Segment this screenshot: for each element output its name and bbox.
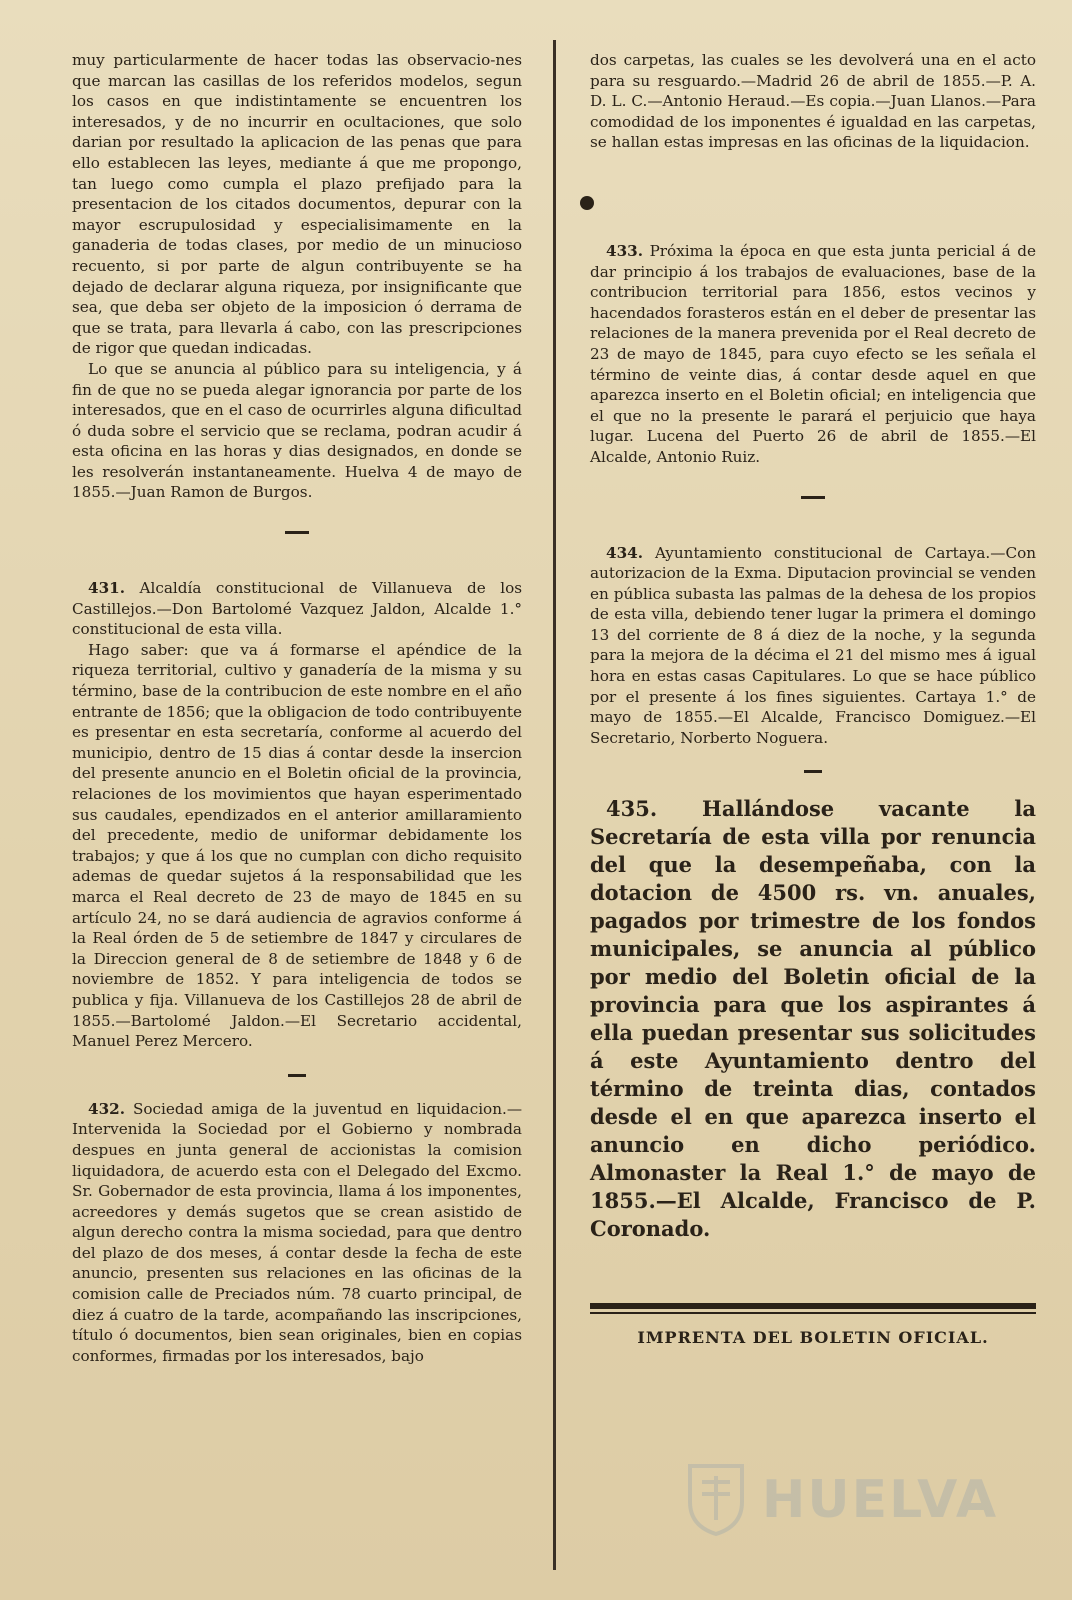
printer-imprint: IMPRENTA DEL BOLETIN OFICIAL. bbox=[637, 1328, 989, 1348]
announcement-432-continued-text: dos carpetas, las cuales se les devolverá una en el acto para su resguardo.—Madrid 26 de abril de 1855.—P. A. D. L. C.—Antonio Heraud.—Es copia.—Juan Llanos.—Para comodidad de los imponentes é igualdad en las carpetas, se hallan estas impresas en las oficinas de la liquidacion. bbox=[590, 51, 1036, 152]
announcement-435-number: 435. bbox=[606, 796, 658, 822]
section-divider bbox=[804, 770, 822, 773]
right-column bbox=[590, 50, 1036, 1347]
announcement-434-number: 434. bbox=[606, 543, 643, 562]
announcement-431-body: Hago saber: que va á formarse el apéndice de la riqueza territorial, cultivo y ganadería de la misma y su término, base de la contribucion de este nombre en el año entrante de 1856; que la obligacion de todo contribuyente es presentar en esta secretaría, conforme al acuerdo del municipio, dentro de 15 dias á contar desde la insercion del presente anuncio en el Boletin oficial de la provincia, relaciones de los movimientos que hayan esperimentado sus caudales, ependizados en el anterior amillaramiento del precedente, medio de uniformar debidamente los trabajos; y que á los que no cumplan con dicho requisito ademas de quedar sujetos á la responsabilidad que les marca el Real decreto de 23 de mayo de 1845 en su artículo 24, no se dará audiencia de agravios conforme á la Real órden de 5 de setiembre de 1847 y circulares de la Direccion general de 8 de setiembre de 1848 y 6 de noviembre de 1852. Y para inteligencia de todos se publica y fija. Villanueva de los Castillejos 28 de abril de 1855.—Bartolomé Jaldon.—El Secretario accidental, Manuel Perez Mercero. bbox=[72, 640, 522, 1051]
announcement-430-paragraph-1: muy particularmente de hacer todas las observacio-nes que marcan las casillas de los referidos modelos, segun los casos en que indistintamente se encuentren los interesados, y de no incurrir en ocultaciones, que solo darian por resultado la aplicacion de las penas que para ello establecen las leyes, mediante á que me propongo, tan luego como cumpla el plazo prefijado para la presentacion de los citados documentos, depurar con la mayor escrupulosidad y especialisimamente en la ganaderia de todas clases, por medio de un minucioso recuento, si por parte de algun contribuyente se ha dejado de declarar alguna riqueza, por insignificante que sea, que deba ser objeto de la imposicion ó derrama de que se trata, para llevarla á cabo, con las prescripciones de rigor que quedan indicadas. bbox=[72, 51, 522, 358]
announcement-432 bbox=[72, 1099, 522, 1367]
shield-icon bbox=[686, 1462, 746, 1538]
ink-blot bbox=[580, 196, 594, 210]
announcement-433 bbox=[590, 241, 1036, 468]
announcement-433-number: 433. bbox=[606, 241, 643, 260]
announcement-430-paragraph-2: Lo que se anuncia al público para su inteligencia, y á fin de que no se pueda alegar ignorancia por parte de los interesados, que en el caso de ocurrirles alguna dificultad ó duda sobre el servicio que se reclama, podran acudir á esta oficina en las horas y dias designados, en donde se les resolverán instantaneamente. Huelva 4 de mayo de 1855.—Juan Ramon de Burgos. bbox=[72, 359, 522, 502]
section-divider bbox=[288, 1074, 306, 1077]
section-divider bbox=[285, 531, 309, 534]
closing-rules bbox=[590, 1303, 1036, 1314]
announcement-431 bbox=[72, 578, 522, 1052]
announcement-430-continued bbox=[72, 50, 522, 503]
closing-rule-thin bbox=[590, 1312, 1036, 1314]
announcement-432-number: 432. bbox=[88, 1099, 125, 1118]
left-column bbox=[72, 50, 522, 1366]
announcement-434 bbox=[590, 543, 1036, 749]
announcement-434-body: Ayuntamiento constitucional de Cartaya.—Con autorizacion de la Exma. Diputacion provincial se venden en pública subasta las palmas de la dehesa de los propios de esta villa, debiendo tener lugar la primera el domingo 13 del corriente de 8 á diez de la noche, y la segunda para la mejora de la décima el 21 del mismo mes á igual hora en estas casas Capitulares. Lo que se hace público por el presente á los fines siguientes. Cartaya 1.° de mayo de 1855.—El Alcalde, Francisco Domiguez.—El Secretario, Norberto Noguera. bbox=[590, 543, 1036, 747]
watermark-text: HUELVA bbox=[761, 1470, 999, 1530]
section-divider bbox=[801, 496, 825, 499]
announcement-431-heading: Alcaldía constitucional de Villanueva de los Castillejos.—Don Bartolomé Vazquez Jaldon, Alcalde 1.° constitucional de esta villa. bbox=[72, 579, 523, 639]
announcement-432-continued bbox=[590, 50, 1036, 153]
archive-watermark bbox=[672, 1450, 1012, 1550]
announcement-433-body: Próxima la época en que esta junta pericial á de dar principio á los trabajos de evaluaciones, base de la contribucion territorial para 1856, estos vecinos y hacendados forasteros están en el deber de presentar las relaciones de la manera prevenida por el Real decreto de 23 de mayo de 1845, para cuyo efecto se les señala el término de veinte dias, á contar desde aquel en que aparezca inserto en el Boletin oficial; en inteligencia que el que no la presente le parará el perjuicio que haya lugar. Lucena del Puerto 26 de abril de 1855.—El Alcalde, Antonio Ruiz. bbox=[590, 241, 1037, 466]
announcement-435 bbox=[590, 795, 1036, 1243]
announcement-432-body: Sociedad amiga de la juventud en liquidacion.—Intervenida la Sociedad por el Gobierno y nombrada despues en junta general de accionistas la comision liquidadora, de acuerdo esta con el Delegado del Excmo. Sr. Gobernador de esta provincia, llama á los imponentes, acreedores y demás sugetos que se crean asistido de algun derecho contra la misma sociedad, para que dentro del plazo de dos meses, á contar desde la fecha de este anuncio, presenten sus relaciones en las oficinas de la comision calle de Preciados núm. 78 cuarto principal, de diez á cuatro de la tarde, acompañando las inscripciones, título ó documentos, bien sean originales, bien en copias conformes, firmadas por los interesados, bajo bbox=[72, 1099, 523, 1365]
closing-rule-thick bbox=[590, 1303, 1036, 1309]
column-divider bbox=[553, 40, 556, 1570]
announcement-431-number: 431. bbox=[88, 579, 125, 598]
announcement-435-body: Hallándose vacante la Secretaría de esta villa por renuncia del que la desempeñaba, con la dotacion de 4500 rs. vn. anuales, pagados por trimestre de los fondos municipales, se anuncia al público por medio del Boletin oficial de la provincia para que los aspirantes á ella puedan presentar sus solicitudes á este Ayuntamiento dentro del término de treinta dias, contados desde el en que aparezca inserto el anuncio en dicho periódico. Almonaster la Real 1.° de mayo de 1855.—El Alcalde, Francisco de P. Coronado. bbox=[590, 796, 1036, 1242]
